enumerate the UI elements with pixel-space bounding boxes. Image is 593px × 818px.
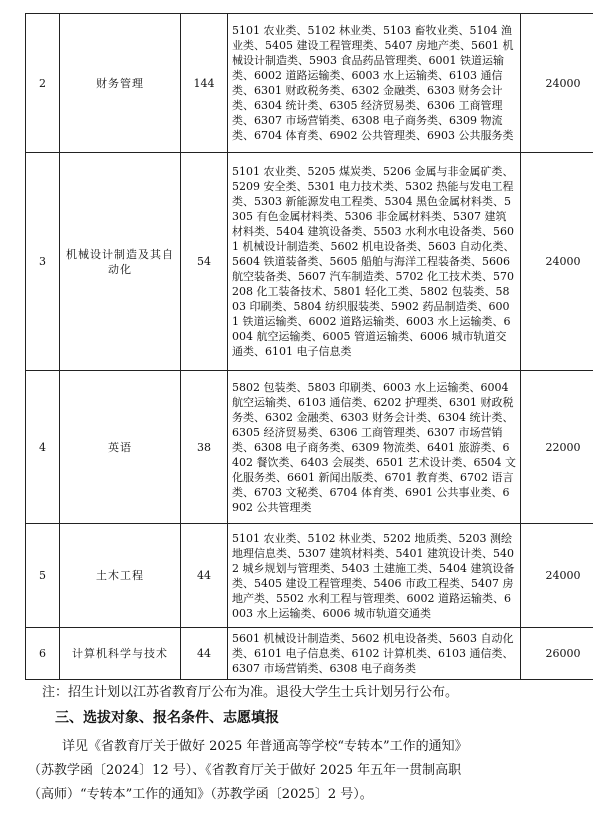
eligible-majors: 5101 农业类、5205 煤炭类、5206 金属与非金属矿类、5209 安全类、5301 电力技术类、5302 热能与发电工程类、5303 新能源发电工程类、5304 黑色金属材料类、5305 有色金属材料类、5306 非金属材料类、5307 建筑材料类、5404 建筑设备类、5503 水利水电设备类、5601 机械设计制造类、5602 机电设备类、5603 自动化类、5604 铁道装备类、5605 船舶与海洋工程装备类、5606 航空装备类、5607 汽车制造类、5702 化工技术类、570208 化工装备技术、5801 轻化工类、5802 包装类、5803 印刷类、5804 纺织服装类、5902 药品制造类、6001 铁道运输类、6002 道路运输类、6003 水上运输类、6004 航空运输类、6005 管道运输类、6006 城市轨道交通类、6101 电子信息类 — [228, 153, 521, 371]
tuition-fee: 22000 — [521, 371, 593, 524]
eligible-majors: 5101 农业类、5102 林业类、5103 畜牧业类、5104 渔业类、5405 建设工程管理类、5407 房地产类、5601 机械设计制造类、5903 食品药品管理类、6001 铁道运输类、6002 道路运输类、6003 水上运输类、6103 通信类、6301 财政税务类、6302 金融类、6303 财务会计类、6304 统计类、6305 经济贸易类、6306 工商管理类、6307 市场营销类、6308 电子商务类、6309 物流类、6704 体育类、6902 公共管理类、6903 公共服务类 — [228, 14, 521, 153]
row-number: 2 — [26, 14, 60, 153]
admission-plan-table — [25, 13, 593, 680]
table-row — [26, 153, 593, 371]
table-row — [26, 14, 593, 153]
row-number: 5 — [26, 524, 60, 628]
table-footnote: 注：招生计划以江苏省教育厅公布为准。退役大学生士兵计划另行公布。 — [42, 685, 459, 700]
major-name: 土木工程 — [60, 524, 181, 628]
tuition-fee: 24000 — [521, 14, 593, 153]
table-row — [26, 371, 593, 524]
plan-count: 38 — [181, 371, 228, 524]
plan-count: 144 — [181, 14, 228, 153]
tuition-fee: 26000 — [521, 628, 593, 680]
major-name: 机械设计制造及其自动化 — [60, 153, 181, 371]
paragraph-line: （苏教学函〔2024〕12 号）、《省教育厅关于做好 2025 年五年一贯制高职 — [28, 763, 462, 778]
plan-count: 54 — [181, 153, 228, 371]
tuition-fee: 24000 — [521, 153, 593, 371]
eligible-majors: 5802 包装类、5803 印刷类、6003 水上运输类、6004 航空运输类、6103 通信类、6202 护理类、6301 财政税务类、6302 金融类、6303 财务会计类、6304 统计类、6305 经济贸易类、6306 工商管理类、6307 市场营销类、6308 电子商务类、6309 物流类、6401 旅游类、6402 餐饮类、6403 会展类、6501 艺术设计类、6504 文化服务类、6601 新闻出版类、6701 教育类、6702 语言类、6703 文秘类、6704 体育类、6901 公共事业类、6902 公共管理类 — [228, 371, 521, 524]
eligible-majors: 5101 农业类、5102 林业类、5202 地质类、5203 测绘地理信息类、5307 建筑材料类、5401 建筑设计类、5402 城乡规划与管理类、5403 土建施工类、5404 建筑设备类、5405 建设工程管理类、5406 市政工程类、5407 房地产类、5502 水利工程与管理类、6002 道路运输类、6003 水上运输类、6006 城市轨道交通类 — [228, 524, 521, 628]
paragraph-line: 详见《省教育厅关于做好 2025 年普通高等学校“专转本”工作的通知》 — [62, 739, 468, 754]
section-heading: 三、选拔对象、报名条件、志愿填报 — [55, 710, 279, 726]
section-paragraph — [28, 735, 583, 807]
row-number: 4 — [26, 371, 60, 524]
plan-count: 44 — [181, 628, 228, 680]
row-number: 6 — [26, 628, 60, 680]
row-number: 3 — [26, 153, 60, 371]
table-row — [26, 524, 593, 628]
tuition-fee: 24000 — [521, 524, 593, 628]
eligible-majors: 5601 机械设计制造类、5602 机电设备类、5603 自动化类、6101 电子信息类、6102 计算机类、6103 通信类、6307 市场营销类、6308 电子商务类 — [228, 628, 521, 680]
major-name: 计算机科学与技术 — [60, 628, 181, 680]
major-name: 英语 — [60, 371, 181, 524]
paragraph-line: （高师）“专转本”工作的通知》（苏教学函〔2025〕2 号）。 — [28, 787, 373, 802]
major-name: 财务管理 — [60, 14, 181, 153]
table-row — [26, 628, 593, 680]
plan-count: 44 — [181, 524, 228, 628]
